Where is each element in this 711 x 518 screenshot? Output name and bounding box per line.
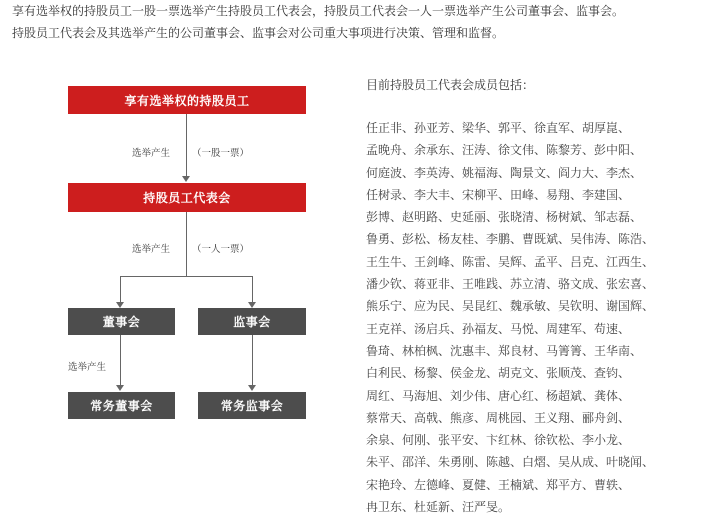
board-box: 董事会 xyxy=(68,308,175,335)
members-line: 周红、马海旭、刘少伟、唐心红、杨超斌、龚体、 xyxy=(366,388,631,403)
arrow-4 xyxy=(248,385,256,391)
intro-line-1: 享有选举权的持股员工一股一票选举产生持股员工代表会，持股员工代表会一人一票选举产生公司董事会、监事会。 xyxy=(12,4,625,18)
members-line: 孟晚舟、余承东、汪涛、徐文伟、陈黎芳、彭中阳、 xyxy=(366,143,643,158)
connector-left xyxy=(120,276,121,302)
label-elect-2: 选举产生 xyxy=(132,244,171,255)
governance-diagram xyxy=(0,0,340,479)
members-line: 潘少钦、蒋亚非、王唯践、苏立清、骆文成、张宏喜、 xyxy=(366,277,655,292)
members-line: 鲁琦、林柏枫、沈惠丰、郑良材、马箐箐、王华南、 xyxy=(366,343,643,358)
exec-supervisory-box: 常务监事会 xyxy=(198,392,306,419)
members-line: 鲁勇、彭松、杨友桂、李鹏、曹既斌、吴伟涛、陈浩、 xyxy=(366,232,655,247)
members-line: 白利民、杨黎、侯金龙、胡克文、张顺茂、查钧、 xyxy=(366,366,631,381)
label-one-person-one-vote: （一人一票） xyxy=(192,244,250,255)
voting-employees-box: 享有选举权的持股员工 xyxy=(68,86,306,114)
members-line: 任树录、李大丰、宋柳平、田峰、易翔、李建国、 xyxy=(366,187,631,202)
connector-right xyxy=(252,276,253,302)
members-list xyxy=(366,117,706,518)
members-title: 目前持股员工代表会成员包括： xyxy=(366,78,535,92)
members-line: 余泉、何刚、张平安、卞红林、徐钦松、李小龙、 xyxy=(366,433,631,448)
members-section xyxy=(366,76,706,518)
members-line: 任正非、孙亚芳、梁华、郭平、徐直军、胡厚崑、 xyxy=(366,121,631,135)
exec-board-box: 常务董事会 xyxy=(68,392,175,419)
connector-4 xyxy=(252,335,253,385)
members-line: 王克祥、汤启兵、孙福友、马悦、周建军、苟速、 xyxy=(366,321,631,336)
arrow-3 xyxy=(116,385,124,391)
members-line: 熊乐宁、应为民、吴昆红、魏承敏、吴钦明、谢国辉、 xyxy=(366,299,655,314)
members-line: 冉卫东、杜延新、汪严旻。 xyxy=(366,500,511,515)
connector-1 xyxy=(186,114,187,176)
members-line: 彭博、赵明路、史延丽、张晓清、杨树斌、邹志磊、 xyxy=(366,210,643,225)
connector-3 xyxy=(120,335,121,385)
employee-rep-box: 持股员工代表会 xyxy=(68,183,306,212)
members-line: 蔡常天、高戟、熊彦、周桃园、王义翔、郦舟剑、 xyxy=(366,410,631,425)
connector-split xyxy=(120,276,253,277)
members-line: 宋艳玲、左德峰、夏健、王楠斌、郑平方、曹轶、 xyxy=(366,477,631,492)
connector-2 xyxy=(186,212,187,276)
members-line: 王生牛、王剑峰、陈雷、吴辉、孟平、吕克、江西生、 xyxy=(366,254,655,269)
arrow-1 xyxy=(182,176,190,182)
members-line: 何庭波、李英涛、姚福海、陶景文、阎力大、李杰、 xyxy=(366,165,643,180)
label-one-share-one-vote: （一股一票） xyxy=(192,148,250,159)
label-elect-1: 选举产生 xyxy=(132,148,171,159)
supervisory-box: 监事会 xyxy=(198,308,306,335)
label-elect-3: 选举产生 xyxy=(68,362,107,373)
intro-line-2: 持股员工代表会及其选举产生的公司董事会、监事会对公司重大事项进行决策、管理和监督。 xyxy=(12,26,505,40)
members-line: 朱平、邵洋、朱勇刚、陈越、白熠、吴从成、叶晓闻、 xyxy=(366,455,655,470)
